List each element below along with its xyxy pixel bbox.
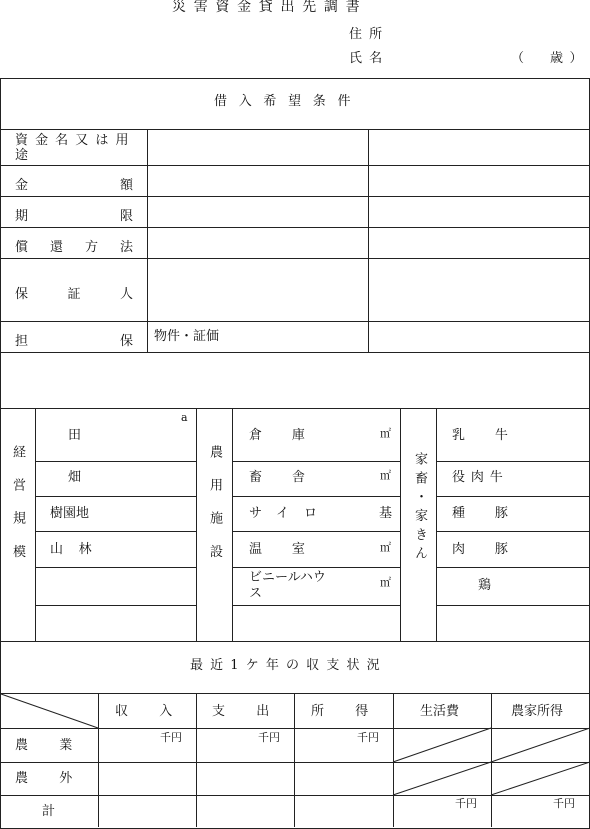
loan-conditions-title: 借入希望条件 <box>214 94 363 109</box>
facility-vinyl-house-unit: ㎡ <box>380 576 391 589</box>
land-paddy-label: 田 <box>68 428 82 443</box>
collateral-value: 物件・証価 <box>154 329 220 344</box>
unit-expense-agri: 千円 <box>258 731 280 744</box>
loan-purpose-label: 資金名又は用途 <box>15 133 133 163</box>
collateral-label: 担保 <box>15 334 133 349</box>
livestock-breeding-pig: 種豚 <box>452 506 538 521</box>
management-scale-label: 経営規模 <box>10 445 25 578</box>
facility-barn-label: 畜舎 <box>249 470 335 485</box>
livestock-meat-pig: 肉豚 <box>452 542 538 557</box>
row-non-agriculture: 農外 <box>15 771 104 786</box>
facility-warehouse-label: 倉庫 <box>249 428 335 443</box>
row-agriculture: 農業 <box>15 738 104 753</box>
livestock-beef-cattle: 役肉牛 <box>452 470 509 485</box>
land-forest-label: 山林 <box>50 542 108 557</box>
facility-greenhouse-unit: ㎡ <box>380 541 391 554</box>
col-living-expense: 生活費 <box>420 704 460 719</box>
col-net-income: 所得 <box>311 704 400 719</box>
loan-amount-label: 金額 <box>15 178 133 193</box>
livestock-poultry: 鶏 <box>478 578 492 593</box>
facility-silo-label: サイロ <box>249 506 332 521</box>
name-label: 氏名 <box>349 51 390 66</box>
facility-silo-unit: 基 <box>379 506 393 521</box>
unit-income-agri: 千円 <box>160 731 182 744</box>
agri-facility-label: 農用施設 <box>207 445 222 578</box>
unit-living-total: 千円 <box>455 797 477 810</box>
row-total: 計 <box>42 804 56 819</box>
document-title: 災害資金貸出先調書 <box>172 0 368 15</box>
unit-farm-income-total: 千円 <box>553 797 575 810</box>
facility-greenhouse-label: 温室 <box>249 542 335 557</box>
unit-net-agri: 千円 <box>357 731 379 744</box>
repayment-method-label: 償還方法 <box>15 240 133 255</box>
facility-warehouse-unit: ㎡ <box>380 427 391 440</box>
facility-barn-unit: ㎡ <box>380 469 391 482</box>
livestock-label: 家畜・家きん <box>412 452 427 566</box>
loan-term-label: 期限 <box>15 209 133 224</box>
income-section-title: 最近1ケ年の収支状況 <box>190 658 387 673</box>
land-orchard-label: 樹園地 <box>50 506 90 521</box>
guarantor-label: 保証人 <box>15 287 133 302</box>
col-farm-household-income: 農家所得 <box>511 704 564 719</box>
col-income: 収入 <box>115 704 204 719</box>
col-expense: 支出 <box>212 704 301 719</box>
land-paddy-unit: a <box>181 411 188 424</box>
livestock-dairy-cattle: 乳牛 <box>452 428 538 443</box>
facility-vinyl-house-label: ビニールハウス <box>249 570 326 601</box>
address-label: 住所 <box>349 27 390 42</box>
land-field-label: 畑 <box>68 470 82 485</box>
age-label: （ 歳） <box>511 51 590 66</box>
